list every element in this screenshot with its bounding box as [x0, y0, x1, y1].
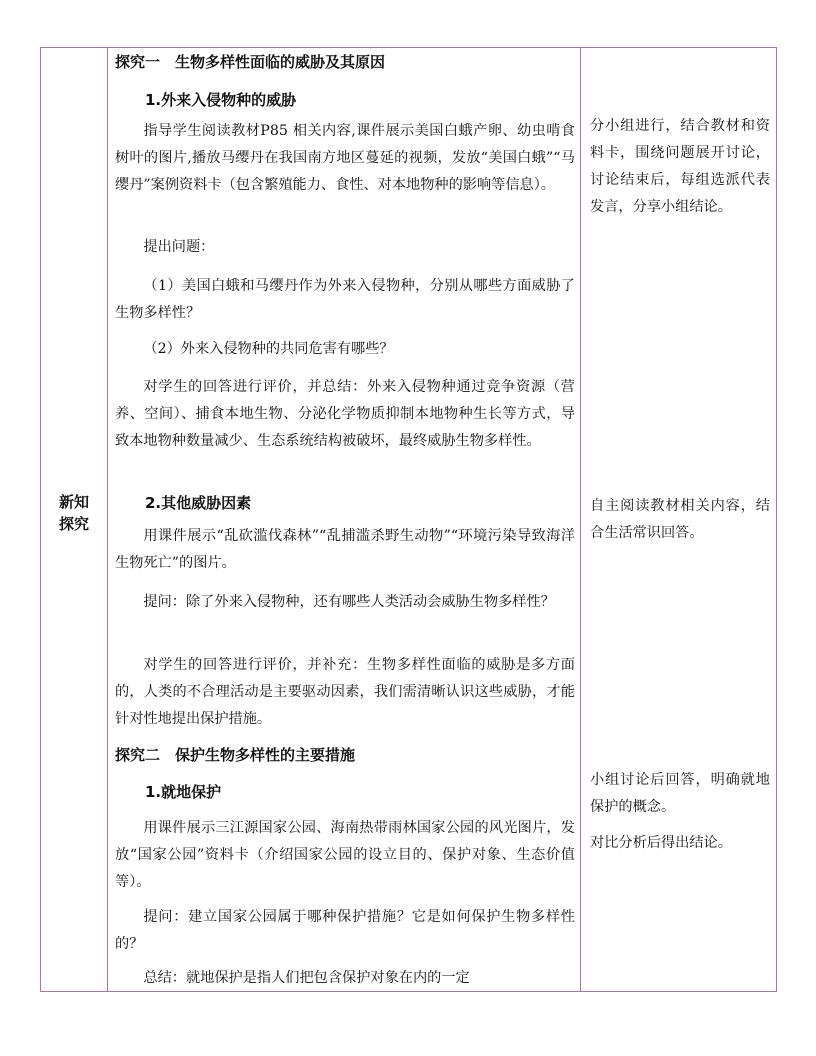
paragraph: 对学生的回答进行评价，并总结：外来入侵物种通过竞争资源（营养、空间）、捕食本地生物、分泌化学物质抑制本地物种生长等方式，导致本地物种数量减少、生态系统结构被破坏，最终威胁生物多样性。 — [115, 379, 575, 449]
paragraph: 对学生的回答进行评价，并补充：生物多样性面临的威胁是多方面的，人类的不合理活动是主要驱动因素，我们需清晰认识这些威胁，才能针对性地提出保护措施。 — [115, 657, 575, 727]
paragraph: 总结：就地保护是指人们把包含保护对象在内的一定 — [143, 970, 470, 986]
paragraph: 用课件展示“乱砍滥伐森林”“乱捕滥杀野生动物”“环境污染导致海洋生物死亡”的图片。 — [115, 528, 575, 571]
section-title: 探究二 保护生物多样性的主要措施 — [115, 746, 356, 764]
lesson-table — [40, 47, 777, 992]
paragraph: 提出问题： — [143, 239, 215, 255]
student-note: 小组讨论后回答，明确就地保护的概念。 — [590, 772, 770, 815]
paragraph: 提问：除了外来入侵物种，还有哪些人类活动会威胁生物多样性？ — [143, 594, 555, 610]
row-label — [41, 491, 107, 535]
paragraph: （1）美国白蛾和马缨丹作为外来入侵物种，分别从哪些方面威胁了生物多样性？ — [115, 278, 575, 321]
subsection-title: 1.就地保护 — [145, 783, 222, 801]
subsection-title: 1.外来入侵物种的威胁 — [145, 91, 297, 109]
column-divider — [580, 48, 581, 991]
paragraph: （2）外来入侵物种的共同危害有哪些？ — [143, 341, 394, 357]
row-label-line: 新知 — [58, 493, 89, 511]
column-divider — [107, 48, 108, 991]
student-note: 分小组进行，结合教材和资料卡，围绕问题展开讨论，讨论结束后，每组选派代表发言，分享小组结论。 — [590, 118, 770, 215]
student-note: 自主阅读教材相关内容，结合生活常识回答。 — [590, 498, 770, 541]
subsection-title: 2.其他威胁因素 — [145, 494, 252, 512]
paragraph: 用课件展示三江源国家公园、海南热带雨林国家公园的风光图片，发放“国家公园”资料卡（介绍国家公园的设立目的、保护对象、生态价值等）。 — [115, 820, 575, 890]
section-title: 探究一 生物多样性面临的威胁及其原因 — [115, 53, 386, 71]
student-note: 对比分析后得出结论。 — [590, 835, 732, 851]
paragraph: 提问：建立国家公园属于哪种保护措施？它是如何保护生物多样性的？ — [115, 909, 575, 952]
row-label-line: 探究 — [58, 515, 89, 533]
paragraph: 指导学生阅读教材P85 相关内容,课件展示美国白蛾产卵、幼虫啃食树叶的图片,播放马缨丹在我国南方地区蔓延的视频，发放“美国白蛾”“马缨丹”案例资料卡（包含繁殖能力、食性、对本地物种的影响等信息）。 — [115, 123, 575, 193]
